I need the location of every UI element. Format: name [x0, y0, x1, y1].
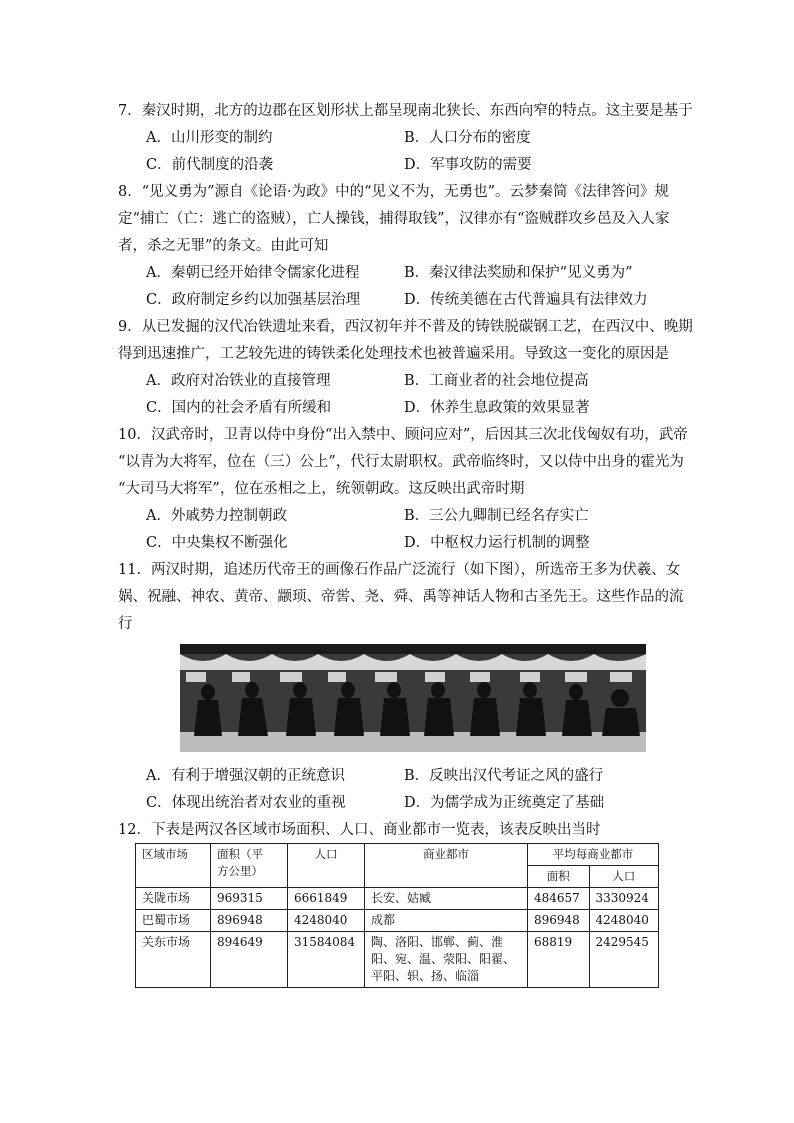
- cell-region: 关东市场: [136, 932, 211, 988]
- q9-option-c[interactable]: C．国内的社会矛盾有所缓和: [146, 400, 332, 416]
- q7-option-c[interactable]: C．前代制度的沿袭: [146, 157, 274, 173]
- cell-avg-area: 68819: [528, 932, 590, 988]
- cell-avg-pop: 3330924: [589, 888, 659, 910]
- q7-option-d[interactable]: D．军事攻防的需要: [404, 157, 532, 173]
- table-row: [136, 888, 659, 910]
- market-table: [135, 843, 659, 988]
- table-header-row: [136, 844, 659, 866]
- q10-option-b[interactable]: B．三公九卿制已经名存实亡: [404, 508, 589, 524]
- q11-stem-line2: 娲、祝融、神农、黄帝、颛顼、帝喾、尧、舜、禹等神话人物和古圣先王。这些作品的流: [118, 589, 684, 605]
- q11-option-c[interactable]: C．体现出统治者对农业的重视: [146, 795, 346, 811]
- q10-stem-line1: 10．汉武帝时，卫青以侍中身份“出入禁中、顾问应对”，后因其三次北伐匈奴有功，武帝: [118, 427, 688, 443]
- q9-stem-line1: 9．从已发掘的汉代冶铁遗址来看，西汉初年并不普及的铸铁脱碳钢工艺，在西汉中、晚期: [118, 319, 693, 335]
- q10-stem-line2: “以青为大将军，位在（三）公上”，代行太尉职权。武帝临终时，又以侍中出身的霍光为: [118, 454, 684, 470]
- q9-option-d[interactable]: D．休养生息政策的效果显著: [404, 400, 590, 416]
- cell-avg-pop: 2429545: [589, 932, 659, 988]
- cell-cities: [365, 932, 528, 988]
- cell-cities-line3: 平阳、轵、扬、临淄: [371, 969, 480, 983]
- cell-pop: 6661849: [288, 888, 365, 910]
- cell-cities: 成都: [365, 910, 528, 932]
- q12-stem: 12．下表是两汉各区域市场面积、人口、商业都市一览表，该表反映出当时: [118, 822, 601, 838]
- q11-stem-line1: 11．两汉时期，追述历代帝王的画像石作品广泛流行（如下图），所选帝王多为伏羲、女: [118, 562, 681, 578]
- q11-option-a[interactable]: A．有利于增强汉朝的正统意识: [146, 768, 345, 784]
- cell-pop: 4248040: [288, 910, 365, 932]
- header-area-line2: 方公里）: [217, 864, 263, 878]
- header-population: 人口: [288, 844, 365, 888]
- cell-cities-line1: 陶、洛阳、邯郸、蓟、淮: [371, 935, 504, 949]
- header-area-line1: 面积（平: [217, 847, 263, 861]
- cell-region: 关陇市场: [136, 888, 211, 910]
- q9-option-a[interactable]: A．政府对冶铁业的直接管理: [146, 373, 331, 389]
- q7-stem: 7．秦汉时期，北方的边郡在区划形状上都呈现南北狭长、东西向窄的特点。这主要是基于: [118, 103, 693, 119]
- han-stone-relief-image: [180, 644, 646, 752]
- q11-option-b[interactable]: B．反映出汉代考证之风的盛行: [404, 768, 604, 784]
- q10-option-c[interactable]: C．中央集权不断强化: [146, 535, 288, 551]
- header-cities: 商业都市: [365, 844, 528, 888]
- cell-cities-line2: 阳、宛、温、荥阳、阳翟、: [371, 952, 516, 966]
- header-avg-area: 面积: [528, 866, 590, 888]
- q10-stem-line3: “大司马大将军”，位在丞相之上，统领朝政。这反映出武帝时期: [118, 481, 525, 497]
- q10-option-d[interactable]: D．中枢权力运行机制的调整: [404, 535, 590, 551]
- q9-stem-line2: 得到迅速推广，工艺较先进的铸铁柔化处理技术也被普遍采用。导致这一变化的原因是: [118, 346, 669, 362]
- q7-option-a[interactable]: A．山川形变的制约: [146, 130, 273, 146]
- q8-option-a[interactable]: A．秦朝已经开始律令儒家化进程: [146, 265, 360, 281]
- cell-pop: 31584084: [288, 932, 365, 988]
- q8-stem-line1: 8．“见义勇为”源自《论语·为政》中的“见义不为，无勇也”。云梦秦简《法律答问》规: [118, 184, 669, 200]
- cell-avg-pop: 4248040: [589, 910, 659, 932]
- header-area: [211, 844, 288, 888]
- q8-option-b[interactable]: B．秦汉律法奖励和保护“见义勇为”: [404, 265, 633, 281]
- header-average: 平均每商业都市: [528, 844, 659, 866]
- cell-avg-area: 484657: [528, 888, 590, 910]
- q8-stem-line2: 定“捕亡（亡：逃亡的盗贼），亡人操钱，捕得取钱”，汉律亦有“盗贼群攻乡邑及入人家: [118, 211, 670, 227]
- q11-stem-line3: 行: [118, 616, 133, 632]
- q9-option-b[interactable]: B．工商业者的社会地位提高: [404, 373, 589, 389]
- header-region: 区域市场: [136, 844, 211, 888]
- cell-area: 896948: [211, 910, 288, 932]
- q8-option-d[interactable]: D．传统美德在古代普遍具有法律效力: [404, 292, 648, 308]
- cell-area: 969315: [211, 888, 288, 910]
- q8-option-c[interactable]: C．政府制定乡约以加强基层治理: [146, 292, 361, 308]
- header-avg-pop: 人口: [589, 866, 659, 888]
- q11-option-d[interactable]: D．为儒学成为正统奠定了基础: [404, 795, 605, 811]
- q7-option-b[interactable]: B．人口分布的密度: [404, 130, 531, 146]
- table-row: [136, 910, 659, 932]
- cell-avg-area: 896948: [528, 910, 590, 932]
- relief-figures-drawing: [180, 644, 646, 752]
- q8-stem-line3: 者，杀之无罪”的条文。由此可知: [118, 238, 329, 254]
- q10-option-a[interactable]: A．外戚势力控制朝政: [146, 508, 287, 524]
- cell-region: 巴蜀市场: [136, 910, 211, 932]
- cell-cities: 长安、姑臧: [365, 888, 528, 910]
- cell-area: 894649: [211, 932, 288, 988]
- table-row: [136, 932, 659, 988]
